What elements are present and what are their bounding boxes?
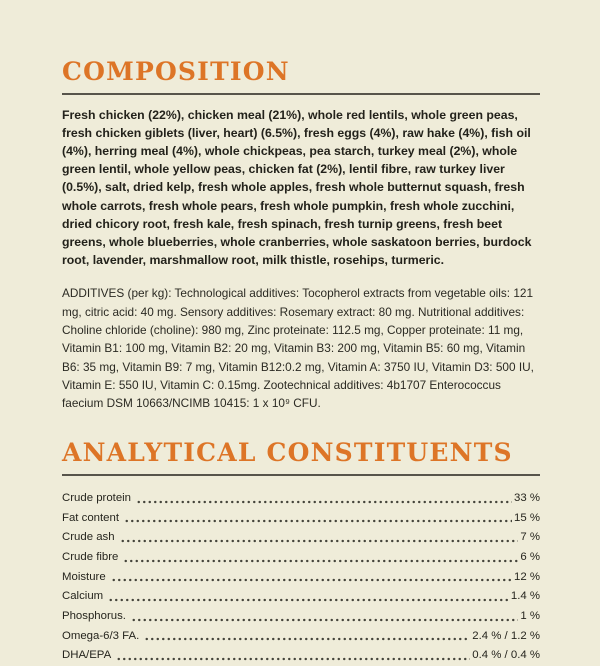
composition-title: COMPOSITION [62, 57, 290, 86]
dot-leader [116, 657, 470, 661]
analytical-constituents-table [62, 489, 540, 666]
analytical-divider [62, 474, 540, 476]
constituent-value: 6 % [520, 550, 540, 563]
dot-leader [131, 618, 518, 622]
table-row [62, 607, 540, 627]
table-row [62, 646, 540, 666]
table-row [62, 548, 540, 568]
dot-leader [124, 519, 512, 523]
constituent-label: Crude ash [62, 531, 115, 544]
table-row [62, 627, 540, 647]
constituent-label: Phosphorus. [62, 610, 126, 623]
dot-leader [144, 637, 470, 641]
constituent-value: 7 % [520, 531, 540, 544]
constituent-label: Fat content [62, 511, 119, 524]
analytical-constituents-title: ANALYTICAL CONSTITUENTS [62, 438, 513, 468]
table-row [62, 568, 540, 588]
dot-leader [108, 598, 509, 602]
dot-leader [120, 539, 519, 543]
constituent-value: 2.4 % / 1.2 % [472, 629, 540, 642]
constituent-value: 0.4 % / 0.4 % [472, 649, 540, 662]
composition-divider [62, 93, 540, 95]
constituent-value: 33 % [514, 491, 540, 504]
constituent-label: DHA/EPA [62, 649, 112, 662]
constituent-label: Moisture [62, 570, 106, 583]
table-row [62, 587, 540, 607]
additives-paragraph: ADDITIVES (per kg): Technological additives: Tocopherol extracts from vegetable oils: 121 mg, citric acid: 40 mg. Sensory additives: Rosemary extract: 80 mg. Nutritional additives: Choline chloride (choline): 980 mg, Zinc proteinate: 112.5 mg, Copper proteinate: 11 mg, Vitamin B1: 100 mg, Vitamin B2: 20 mg, Vitamin B3: 200 mg, Vitamin B5: 60 mg, Vitamin B6: 35 mg, Vitamin B9: 7 mg, Vitamin B12:0.2 mg, Vitamin A: 3750 IU, Vitamin D3: 500 IU, Vitamin E: 550 IU, Vitamin C: 0.15mg. Zootechnical additives: 4b1707 Enterococcus faecium DSM 10663/NCIMB 10415: 1 x 10⁹ CFU. [62, 286, 534, 411]
ingredients-paragraph: Fresh chicken (22%), chicken meal (21%), whole red lentils, whole green peas, fresh chicken giblets (liver, heart) (6.5%), fresh eggs (4%), raw hake (4%), fish oil (4%), herring meal (4%), whole chickpeas, pea starch, turkey meal (2%), whole green lentil, whole yellow peas, chicken fat (2%), lentil fibre, raw turkey liver (0.5%), salt, dried kelp, fresh whole apples, fresh whole butternut squash, fresh whole carrots, fresh whole pears, fresh whole pumpkin, fresh whole zucchini, dried chicory root, fresh kale, fresh spinach, fresh turnip greens, fresh beet greens, whole blueberries, whole cranberries, whole saskatoon berries, burdock root, lavender, marshmallow root, milk thistle, rosehips, turmeric. [62, 107, 532, 268]
constituent-label: Crude protein [62, 491, 132, 504]
table-row [62, 528, 540, 548]
constituent-value: 1 % [520, 610, 540, 623]
constituent-label: Calcium [62, 590, 104, 603]
constituent-label: Omega-6/3 FA. [62, 629, 140, 642]
constituent-value: 15 % [514, 511, 540, 524]
table-row [62, 489, 540, 509]
table-row [62, 509, 540, 529]
dot-leader [123, 559, 518, 563]
dot-leader [136, 500, 512, 504]
constituent-label: Crude fibre [62, 550, 119, 563]
constituent-value: 1.4 % [510, 590, 540, 603]
constituent-value: 12 % [514, 570, 540, 583]
dot-leader [111, 578, 512, 582]
